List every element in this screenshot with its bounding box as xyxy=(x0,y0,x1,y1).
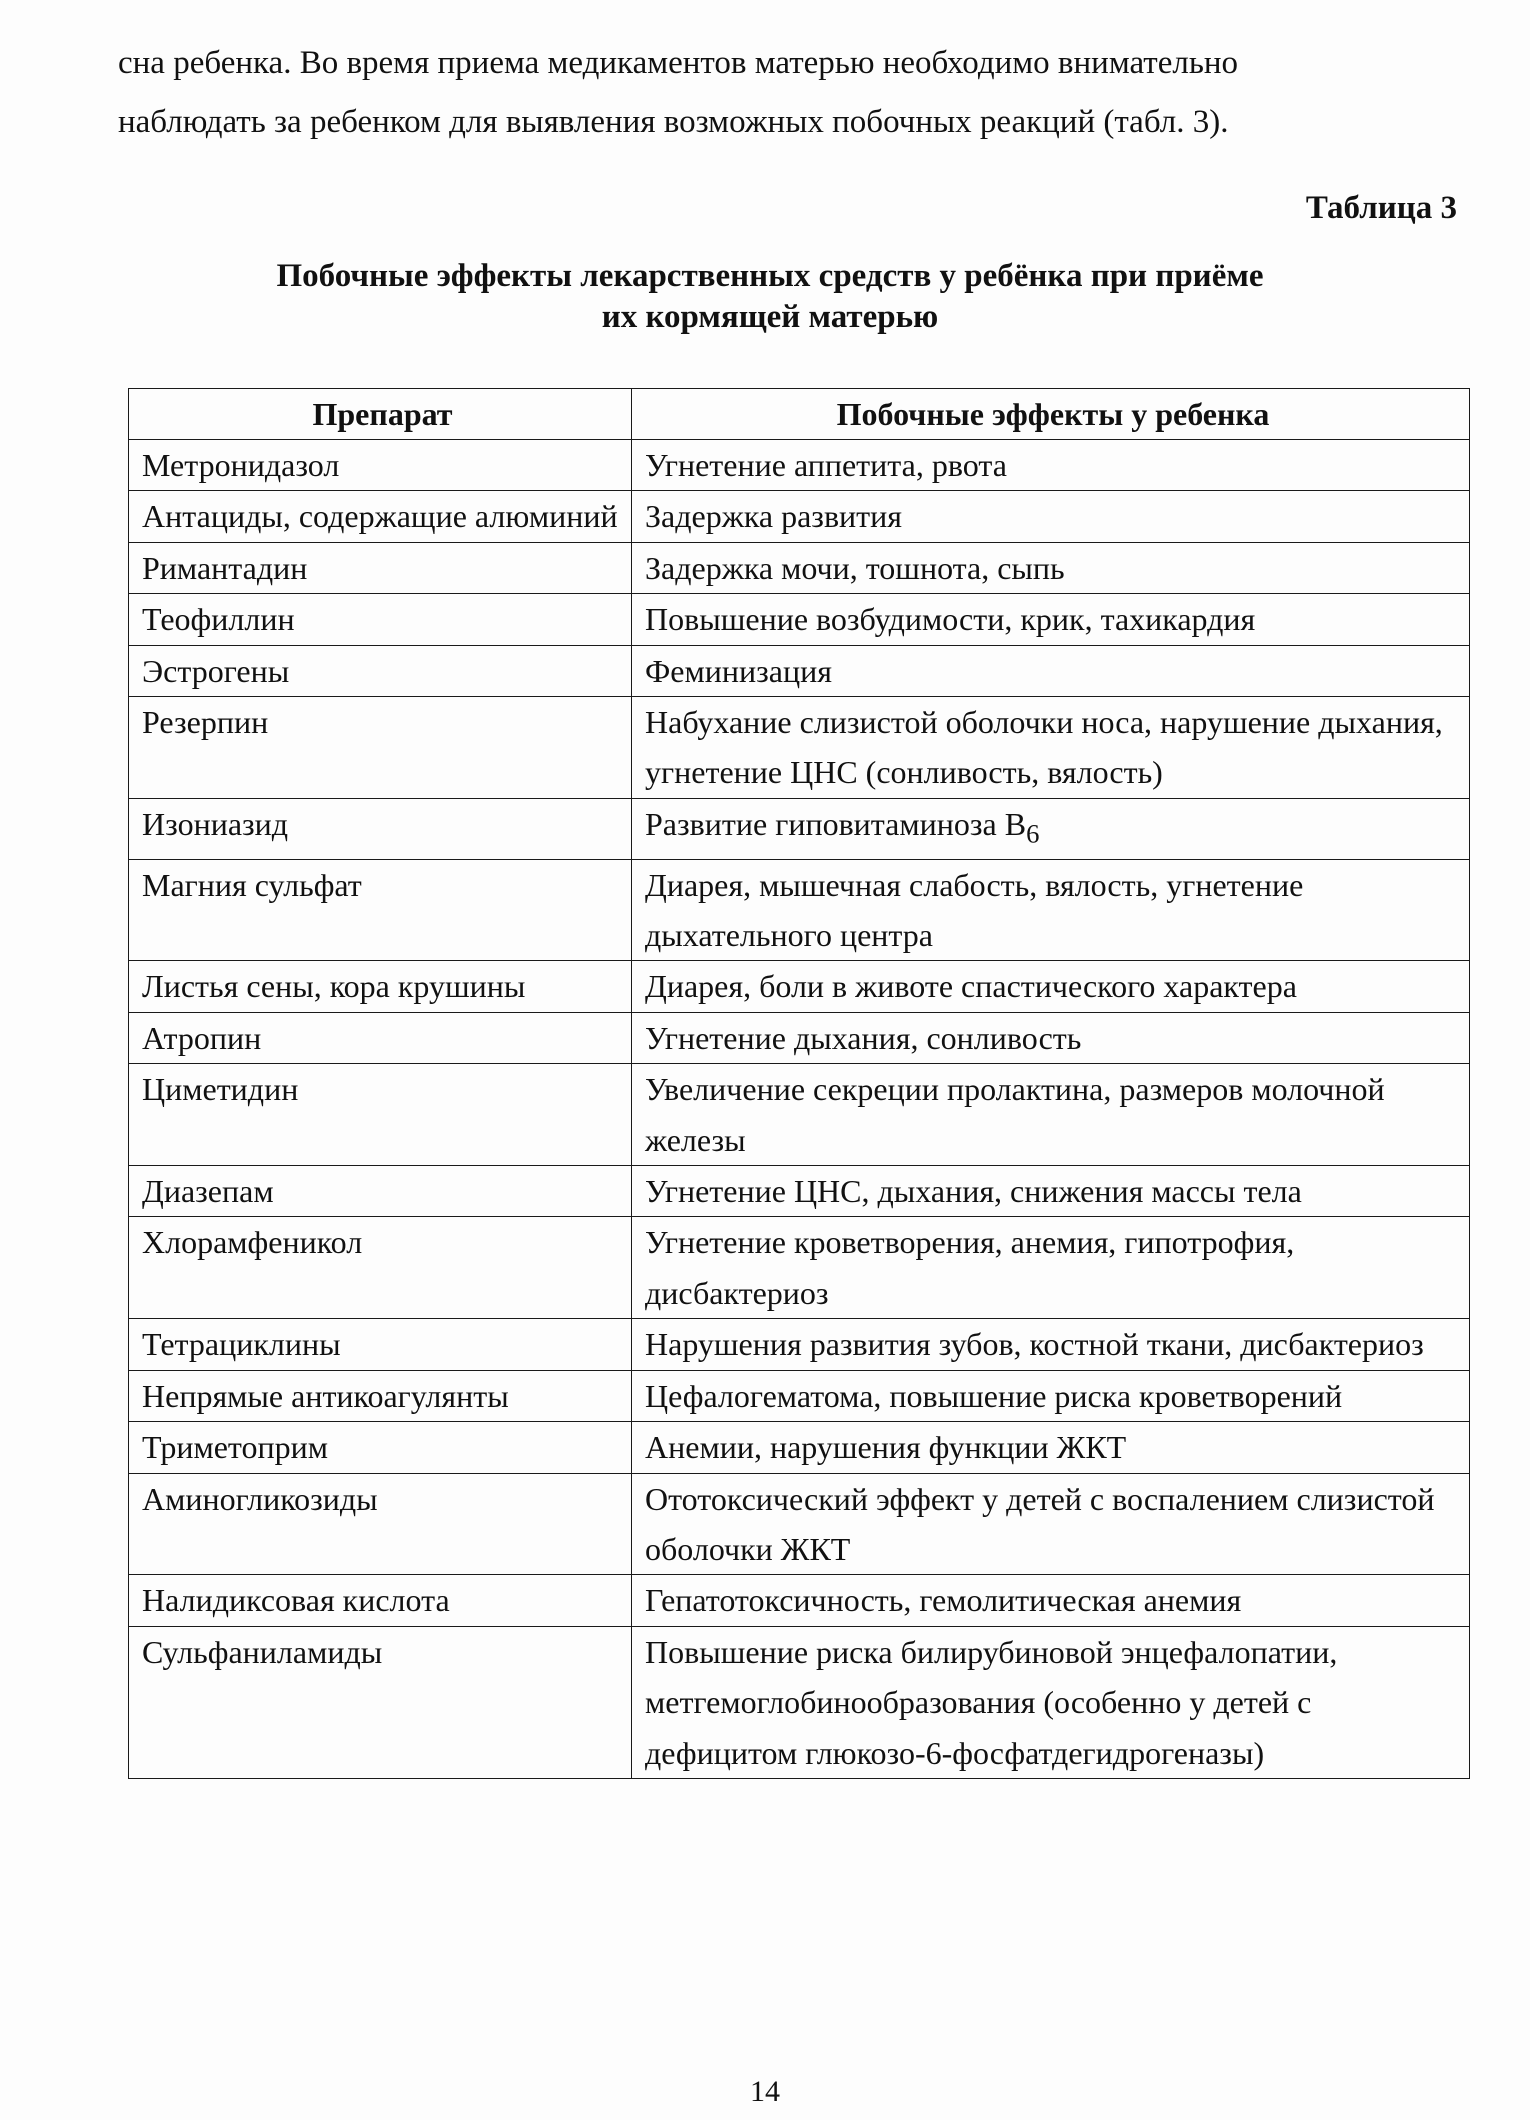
drug-cell: Метронидазол xyxy=(129,440,632,491)
effect-text: Развитие гиповитаминоза В xyxy=(645,805,1027,842)
table-title-line-2: их кормящей матерью xyxy=(601,299,939,335)
effect-cell: Увеличение секреции пролактина, размеров молочной железы xyxy=(632,1064,1470,1166)
table-label: Таблица 3 xyxy=(1305,190,1457,226)
drug-cell: Антациды, содержащие алюминий xyxy=(129,491,632,542)
table-row xyxy=(129,961,1470,1012)
drug-cell: Тетрациклины xyxy=(129,1319,632,1370)
drug-cell: Эстрогены xyxy=(129,645,632,696)
drug-cell: Резерпин xyxy=(129,697,632,799)
table-row xyxy=(129,1064,1470,1166)
effect-cell: Набухание слизистой оболочки носа, нарушение дыхания, угнетение ЦНС (сонливость, вялость) xyxy=(632,697,1470,799)
effect-cell: Анемии, нарушения функции ЖКТ xyxy=(632,1422,1470,1473)
effect-cell: Задержка мочи, тошнота, сыпь xyxy=(632,542,1470,593)
table-row xyxy=(129,491,1470,542)
drug-cell: Диазепам xyxy=(129,1166,632,1217)
table-header-row xyxy=(129,389,1470,440)
table-row xyxy=(129,542,1470,593)
effect-cell: Задержка развития xyxy=(632,491,1470,542)
table-row xyxy=(129,697,1470,799)
table-row xyxy=(129,1473,1470,1575)
drug-cell: Циметидин xyxy=(129,1064,632,1166)
effect-cell: Цефалогематома, повышение риска кроветворений xyxy=(632,1370,1470,1421)
drug-cell: Сульфаниламиды xyxy=(129,1626,632,1778)
intro-line-1: сна ребенка. Во время приема медикаментов матерью необходимо внимательно xyxy=(118,45,1239,81)
effect-cell: Нарушения развития зубов, костной ткани, дисбактериоз xyxy=(632,1319,1470,1370)
table-row xyxy=(129,859,1470,961)
table-row xyxy=(129,1166,1470,1217)
side-effects-table xyxy=(128,388,1470,1779)
table-row xyxy=(129,1217,1470,1319)
table-title xyxy=(140,256,1400,338)
effect-cell: Ототоксический эффект у детей с воспалением слизистой оболочки ЖКТ xyxy=(632,1473,1470,1575)
effect-cell: Угнетение кроветворения, анемия, гипотрофия, дисбактериоз xyxy=(632,1217,1470,1319)
drug-cell: Аминогликозиды xyxy=(129,1473,632,1575)
effect-cell: Феминизация xyxy=(632,645,1470,696)
drug-cell: Магния сульфат xyxy=(129,859,632,961)
table-row xyxy=(129,1626,1470,1778)
effect-cell: Диарея, мышечная слабость, вялость, угнетение дыхательного центра xyxy=(632,859,1470,961)
effect-cell: Угнетение дыхания, сонливость xyxy=(632,1012,1470,1063)
table-title-line-1: Побочные эффекты лекарственных средств у ребёнка при приёме xyxy=(276,258,1264,294)
drug-cell: Изониазид xyxy=(129,798,632,859)
drug-cell: Налидиксовая кислота xyxy=(129,1575,632,1626)
drug-cell: Римантадин xyxy=(129,542,632,593)
drug-cell: Листья сены, кора крушины xyxy=(129,961,632,1012)
drug-cell: Теофиллин xyxy=(129,594,632,645)
page-number: 14 xyxy=(750,2075,780,2108)
table-row xyxy=(129,1370,1470,1421)
vitamin-subscript: 6 xyxy=(1026,818,1040,849)
table-row xyxy=(129,594,1470,645)
effect-cell: Гепатотоксичность, гемолитическая анемия xyxy=(632,1575,1470,1626)
effect-cell: Повышение возбудимости, крик, тахикардия xyxy=(632,594,1470,645)
table-row xyxy=(129,798,1470,859)
header-effects: Побочные эффекты у ребенка xyxy=(632,389,1470,440)
effect-cell: Диарея, боли в животе спастического характера xyxy=(632,961,1470,1012)
table-row xyxy=(129,1012,1470,1063)
drug-cell: Непрямые антикоагулянты xyxy=(129,1370,632,1421)
intro-paragraph xyxy=(118,34,1473,152)
effect-cell: Повышение риска билирубиновой энцефалопатии, метгемоглобинообразования (особенно у детей с дефицитом глюкозо-6-фосфатдегидрогеназы) xyxy=(632,1626,1470,1778)
table-row xyxy=(129,1575,1470,1626)
header-drug: Препарат xyxy=(129,389,632,440)
drug-cell: Хлорамфеникол xyxy=(129,1217,632,1319)
table-row xyxy=(129,1319,1470,1370)
table-row xyxy=(129,440,1470,491)
drug-cell: Триметоприм xyxy=(129,1422,632,1473)
effect-cell xyxy=(632,798,1470,859)
table-row xyxy=(129,1422,1470,1473)
table-row xyxy=(129,645,1470,696)
intro-line-2: наблюдать за ребенком для выявления возможных побочных реакций (табл. 3). xyxy=(118,104,1229,140)
effect-cell: Угнетение ЦНС, дыхания, снижения массы тела xyxy=(632,1166,1470,1217)
effect-cell: Угнетение аппетита, рвота xyxy=(632,440,1470,491)
drug-cell: Атропин xyxy=(129,1012,632,1063)
